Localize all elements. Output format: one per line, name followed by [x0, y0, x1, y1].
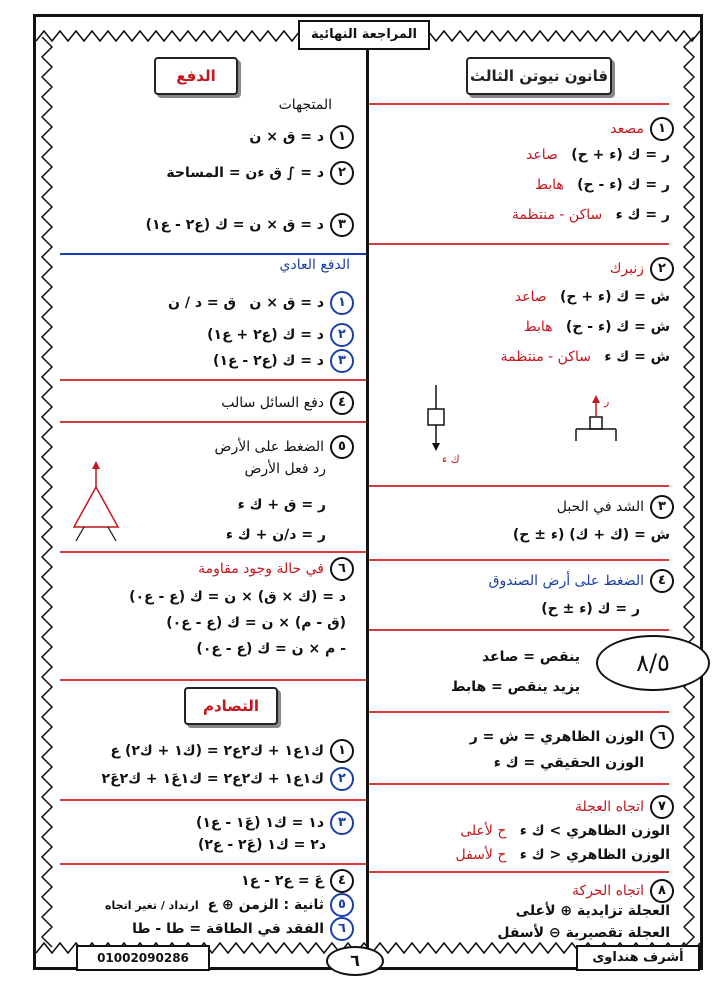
normal-impulse-label	[280, 257, 350, 273]
collision-item-1	[111, 739, 354, 763]
collision-item-6	[132, 917, 354, 941]
impulse-item-5	[215, 435, 354, 459]
num-badge: ٧	[650, 795, 674, 819]
collision-formula-4: عَ = ع٢ - ع١	[241, 873, 324, 889]
normal-impulse-formula-2: د = ك (ع٢ + ع١)	[207, 327, 324, 343]
left-divider-4	[60, 551, 366, 553]
acc-direction-heading	[575, 795, 674, 819]
change-formula-2: يزيد ينقص = هابط	[450, 679, 580, 695]
impulse-item-2	[166, 161, 354, 185]
collision-item-3b	[198, 837, 326, 853]
spring-line-1	[515, 289, 670, 305]
impulse-item-6-formula-2-text: (ق - م) × ن = ك (ع - ع٠)	[166, 615, 346, 631]
elevator-note-1: صاعد	[526, 147, 558, 163]
box-floor-formula: ر = ك (ء ± ح)	[541, 601, 640, 617]
impulse-item-5-formula-2-text: ر = د/ن + ك ء	[225, 527, 326, 543]
collision-formula-5: ثانية : الزمن ⊕ ع	[207, 897, 324, 913]
impulse-item-6-formula-1	[129, 589, 346, 605]
elevator-line-2	[535, 177, 670, 193]
collision-formula-3b: د٢ = ك١ (عَ٢ - ع٢)	[197, 837, 326, 853]
collision-item-3	[196, 811, 354, 835]
num-badge: ٨	[650, 879, 674, 903]
spring-formula-3: ش = ك ء	[604, 349, 670, 365]
vectors-label-text: المتجهات	[278, 97, 332, 113]
num-badge: ٤	[330, 391, 354, 415]
pressure-triangle-diagram	[56, 457, 136, 547]
left-divider-3	[60, 421, 366, 423]
zigzag-border-right	[682, 37, 696, 953]
left-section-header: الدفع	[154, 57, 238, 95]
true-weight-formula: الوزن الحقيقي = ك ء	[493, 755, 644, 771]
vectors-label	[279, 97, 332, 113]
force-diagrams	[376, 379, 656, 479]
acc-direction-line-2	[455, 847, 670, 863]
change-formula-1: ينقص = صاعد	[481, 649, 580, 665]
acc-direction-note-2: ح لأسفل	[455, 847, 507, 863]
impulse-item-6-formula-3	[196, 641, 346, 657]
num-badge: ١	[330, 125, 354, 149]
right-divider-7	[369, 783, 669, 785]
worksheet-frame	[33, 14, 703, 970]
acc-direction-formula-2: الوزن الظاهري < ك ء	[519, 847, 670, 863]
elevator-heading	[610, 117, 674, 141]
normal-impulse-item-3	[213, 349, 354, 373]
phone-number: 01002090286	[76, 945, 210, 971]
collision-note-5: ارتداد / تغير اتجاه	[105, 899, 199, 912]
num-badge: ٣	[650, 495, 674, 519]
normal-impulse-formula-1: د = ق × ن	[249, 295, 324, 311]
elevator-line-1	[526, 147, 670, 163]
collision-formula-3: د١ = ك١ (عَ١ - ع١)	[195, 815, 324, 831]
right-divider-3	[369, 485, 669, 487]
normal-impulse-label-text: الدفع العادي	[279, 257, 350, 273]
motion-direction-label: اتجاه الحركة	[572, 883, 644, 899]
right-divider-2	[369, 243, 669, 245]
spring-line-3	[501, 349, 670, 365]
page-title: المراجعة النهائية	[298, 20, 430, 50]
elevator-formula-1: ر = ك (ء + ح)	[571, 147, 670, 163]
right-divider-5	[369, 629, 669, 631]
impulse-item-5-text: الضغط على الأرض	[214, 439, 324, 455]
impulse-formula-2: د = ∫ ق ءن = المساحة	[166, 165, 324, 181]
impulse-item-6	[198, 557, 354, 581]
elevator-note-2: هابط	[534, 177, 564, 193]
impulse-item-5-sub	[244, 461, 326, 477]
author-name: أشرف هنداوى	[576, 945, 700, 971]
impulse-item-6-formula-2	[166, 615, 346, 631]
left-divider-7	[60, 863, 366, 865]
left-divider-5	[60, 679, 366, 681]
num-badge: ٣	[330, 349, 354, 373]
num-badge: ٦	[650, 725, 674, 749]
collision-formula-6: الفقد في الطاقة = طا - طا	[132, 921, 324, 937]
elevator-note-3: ساكن - منتظمة	[511, 207, 603, 223]
impulse-item-6-text: في حالة وجود مقاومة	[198, 561, 324, 577]
impulse-item-5-formula-2	[226, 527, 326, 543]
true-weight-line	[494, 755, 644, 771]
normal-impulse-formula-3: د = ك (ع٢ - ع١)	[213, 353, 324, 369]
motion-direction-line-2	[497, 925, 670, 941]
num-badge: ٢	[330, 323, 354, 347]
rope-formula-row	[513, 527, 670, 543]
box-floor-formula-row	[541, 601, 640, 617]
impulse-formula-1: د = ق × ن	[249, 129, 324, 145]
num-badge: ٥	[330, 435, 354, 459]
num-badge: ٢	[330, 161, 354, 185]
num-badge: ٢	[650, 257, 674, 281]
impulse-item-5-sub-text: رد فعل الأرض	[244, 461, 326, 477]
page-number: ٦	[326, 946, 384, 976]
spring-formula-2: ش = ك (ء - ح)	[565, 319, 670, 335]
normal-impulse-note-1: ق = د / ن	[168, 295, 237, 311]
num-badge: ٤	[650, 569, 674, 593]
impulse-item-5-formula-1-text: ر = ق + ك ء	[237, 497, 326, 513]
change-line-1	[482, 649, 580, 665]
impulse-formula-3: د = ق × ن = ك (ع٢ - ع١)	[145, 217, 324, 233]
motion-direction-line-1	[516, 903, 670, 919]
spring-formula-1: ش = ك (ء + ح)	[559, 289, 670, 305]
num-badge: ٣	[330, 213, 354, 237]
collision-item-4	[241, 869, 354, 893]
num-badge: ١	[650, 117, 674, 141]
apparent-weight-line-1	[470, 725, 674, 749]
num-badge: ١	[330, 739, 354, 763]
box-floor-label: الضغط على أرض الصندوق	[488, 573, 644, 589]
collision-header: التصادم	[184, 687, 278, 725]
spring-note-1: صاعد	[514, 289, 547, 305]
acc-direction-line-1	[460, 823, 670, 839]
zigzag-border-left	[40, 37, 54, 953]
motion-direction-heading	[572, 879, 674, 903]
normal-impulse-item-1	[168, 291, 354, 315]
elevator-formula-2: ر = ك (ء - ح)	[577, 177, 670, 193]
impulse-item-6-formula-1-text: د = (ك × ق) × ن = ك (ع - ع٠)	[129, 589, 346, 605]
spring-line-2	[524, 319, 670, 335]
motion-direction-formula-2: العجلة تقصيرية ⊖ لأسفل	[497, 925, 670, 941]
normal-impulse-item-2	[207, 323, 354, 347]
num-badge: ٣	[330, 811, 354, 835]
num-badge: ٦	[330, 557, 354, 581]
collision-item-2	[102, 767, 354, 791]
num-badge: ٥	[330, 893, 354, 917]
elevator-label: مصعد	[610, 121, 644, 137]
acc-direction-label: اتجاه العجلة	[575, 799, 644, 815]
collision-item-5	[105, 893, 354, 917]
impulse-item-1	[249, 125, 354, 149]
rope-label: الشد في الحبل	[556, 499, 644, 515]
right-section-header: قانون نيوتن الثالث	[466, 57, 612, 95]
right-divider-8	[369, 871, 669, 873]
column-divider	[366, 45, 369, 950]
collision-formula-1: ك١ع١ + ك٢ع٢ = (ك١ + ك٢) ع	[110, 743, 324, 759]
impulse-item-4-text: دفع السائل سالب	[221, 395, 324, 411]
left-divider-2	[60, 379, 366, 381]
left-divider-6	[60, 799, 366, 801]
num-badge: ١	[330, 291, 354, 315]
right-divider-6	[369, 711, 669, 713]
spring-heading	[610, 257, 674, 281]
num-badge: ٦	[330, 917, 354, 941]
weight-label: ك ء	[442, 453, 460, 466]
impulse-item-6-formula-3-text: - م × ن = ك (ع - ع٠)	[196, 641, 346, 657]
score-badge: ٨/٥	[596, 635, 710, 691]
num-badge: ٢	[330, 767, 354, 791]
rope-formula: ش = (ك + ك) (ء ± ح)	[512, 527, 670, 543]
rope-heading	[557, 495, 674, 519]
apparent-weight-formula: الوزن الظاهري = ش = ر	[469, 729, 644, 745]
right-divider-1	[369, 103, 669, 105]
num-badge: ٤	[330, 869, 354, 893]
spring-note-3: ساكن - منتظمة	[500, 349, 591, 365]
impulse-item-5-formula-1	[238, 497, 326, 513]
right-divider-4	[369, 559, 669, 561]
elevator-line-3	[512, 207, 670, 223]
change-line-2	[451, 679, 580, 695]
acc-direction-note-1: ح لأعلى	[460, 823, 507, 839]
acc-direction-formula-1: الوزن الظاهري > ك ء	[519, 823, 670, 839]
motion-direction-formula-1: العجلة تزايدية ⊕ لأعلى	[515, 903, 670, 919]
spring-label: زنبرك	[609, 261, 644, 277]
left-divider-1	[60, 253, 366, 255]
elevator-formula-3: ر = ك ء	[615, 207, 670, 223]
reaction-label: ر	[604, 395, 610, 408]
collision-formula-2: ك١ع١ + ك٢ع٢ = ك١عَ١ + ك٢عَ٢	[101, 771, 324, 787]
impulse-item-4	[221, 391, 354, 415]
spring-note-2: هابط	[523, 319, 553, 335]
impulse-item-3	[146, 213, 354, 237]
box-floor-heading	[489, 569, 674, 593]
